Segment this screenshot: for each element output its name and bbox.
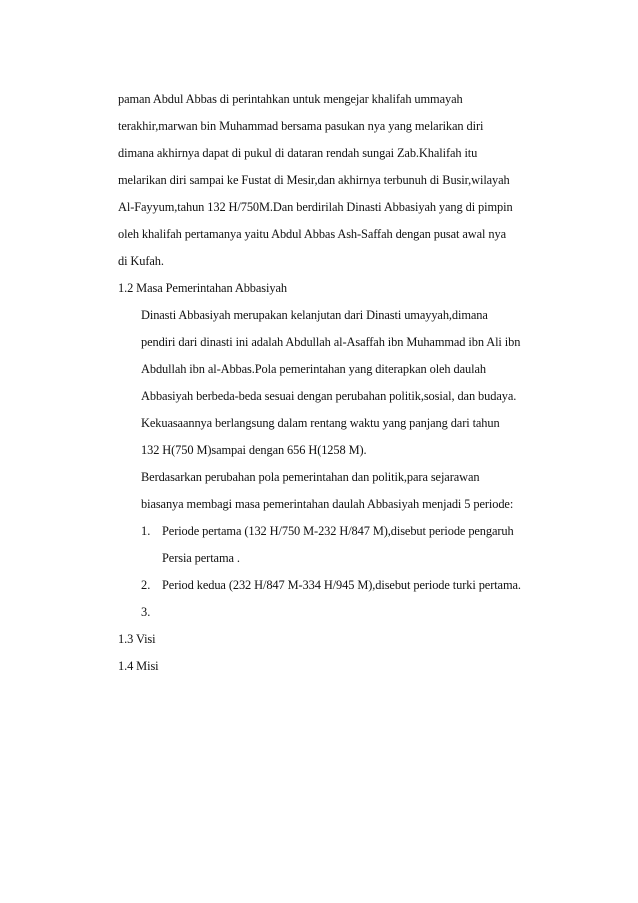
period-3-number: 3. — [141, 605, 151, 619]
section-1-2-p1-line-5: Kekuasaannya berlangsung dalam rentang waktu yang panjang dari tahun — [141, 416, 500, 430]
section-1-2-p1-line-2: pendiri dari dinasti ini adalah Abdullah al-Asaffah ibn Muhammad ibn Ali ibn — [141, 335, 521, 349]
period-1-line-1: Periode pertama (132 H/750 M-232 H/847 M),disebut periode pengaruh — [162, 524, 514, 538]
intro-line-4: melarikan diri sampai ke Fustat di Mesir,dan akhirnya terbunuh di Busir,wilayah — [118, 173, 510, 187]
section-1-2-p2-line-2: biasanya membagi masa pemerintahan daulah Abbasiyah menjadi 5 periode: — [141, 497, 514, 511]
intro-line-5: Al-Fayyum,tahun 132 H/750M.Dan berdirilah Dinasti Abbasiyah yang di pimpin — [118, 200, 513, 214]
section-1-2-p1-line-3: Abdullah ibn al-Abbas.Pola pemerintahan yang diterapkan oleh daulah — [141, 362, 486, 376]
section-1-2-p2-line-1: Berdasarkan perubahan pola pemerintahan dan politik,para sejarawan — [141, 470, 480, 484]
section-1-4-heading: 1.4 Misi — [118, 659, 159, 673]
intro-line-6: oleh khalifah pertamanya yaitu Abdul Abbas Ash-Saffah dengan pusat awal nya — [118, 227, 506, 241]
intro-line-2: terakhir,marwan bin Muhammad bersama pasukan nya yang melarikan diri — [118, 119, 484, 133]
section-1-2-p1-line-1: Dinasti Abbasiyah merupakan kelanjutan dari Dinasti umayyah,dimana — [141, 308, 488, 322]
section-1-2-p1-line-4: Abbasiyah berbeda-beda sesuai dengan perubahan politik,sosial, dan budaya. — [141, 389, 517, 403]
intro-line-7: di Kufah. — [118, 254, 164, 268]
section-1-2-heading: 1.2 Masa Pemerintahan Abbasiyah — [118, 281, 287, 295]
section-1-2-p1-line-6: 132 H(750 M)sampai dengan 656 H(1258 M). — [141, 443, 367, 457]
intro-line-3: dimana akhirnya dapat di pukul di dataran rendah sungai Zab.Khalifah itu — [118, 146, 478, 160]
period-1-line-2: Persia pertama . — [162, 551, 240, 565]
period-2-line-1: Period kedua (232 H/847 M-334 H/945 M),disebut periode turki pertama. — [162, 578, 521, 592]
period-1-number: 1. — [141, 524, 151, 538]
period-2-number: 2. — [141, 578, 151, 592]
section-1-3-heading: 1.3 Visi — [118, 632, 156, 646]
intro-line-1: paman Abdul Abbas di perintahkan untuk mengejar khalifah ummayah — [118, 92, 463, 106]
